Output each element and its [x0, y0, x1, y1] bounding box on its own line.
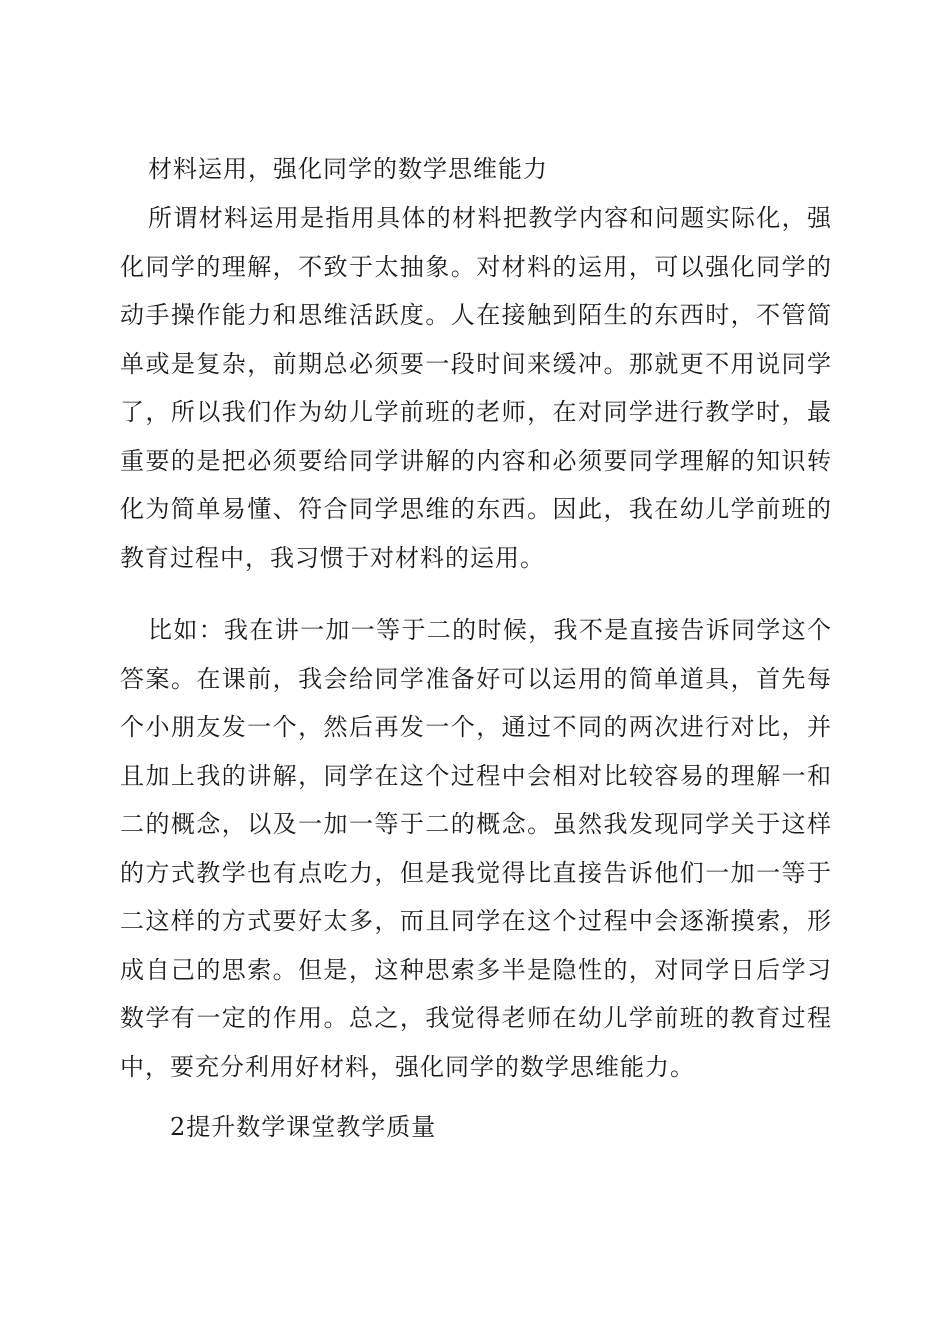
- paragraph-example: 比如：我在讲一加一等于二的时候，我不是直接告诉同学这个答案。在课前，我会给同学准备好可以运用的简单道具，首先每个小朋友发一个，然后再发一个，通过不同的两次进行对比，并且加上我的讲解，同学在这个过程中会相对比较容易的理解一和二的概念，以及一加一等于二的概念。虽然我发现同学关于这样的方式教学也有点吃力，但是我觉得比直接告诉他们一加一等于二这样的方式要好太多，而且同学在这个过程中会逐渐摸索，形成自己的思索。但是，这种思索多半是隐性的，对同学日后学习数学有一定的作用。总之，我觉得老师在幼儿学前班的教育过程中，要充分利用好材料，强化同学的数学思维能力。: [120, 616, 832, 1081]
- paragraph-materials-usage: 所谓材料运用是指用具体的材料把教学内容和问题实际化，强化同学的理解，不致于太抽象。对材料的运用，可以强化同学的动手操作能力和思维活跃度。人在接触到陌生的东西时，不管简单或是复杂，前期总必须要一段时间来缓冲。那就更不用说同学了，所以我们作为幼儿学前班的老师，在对同学进行教学时，最重要的是把必须要给同学讲解的内容和必须要同学理解的知识转化为简单易懂、符合同学思维的东西。因此，我在幼儿学前班的教育过程中，我习惯于对材料的运用。: [120, 204, 832, 572]
- next-section-heading: 2提升数学课堂教学质量: [170, 1113, 437, 1141]
- section-heading: 材料运用，强化同学的数学思维能力: [148, 155, 548, 183]
